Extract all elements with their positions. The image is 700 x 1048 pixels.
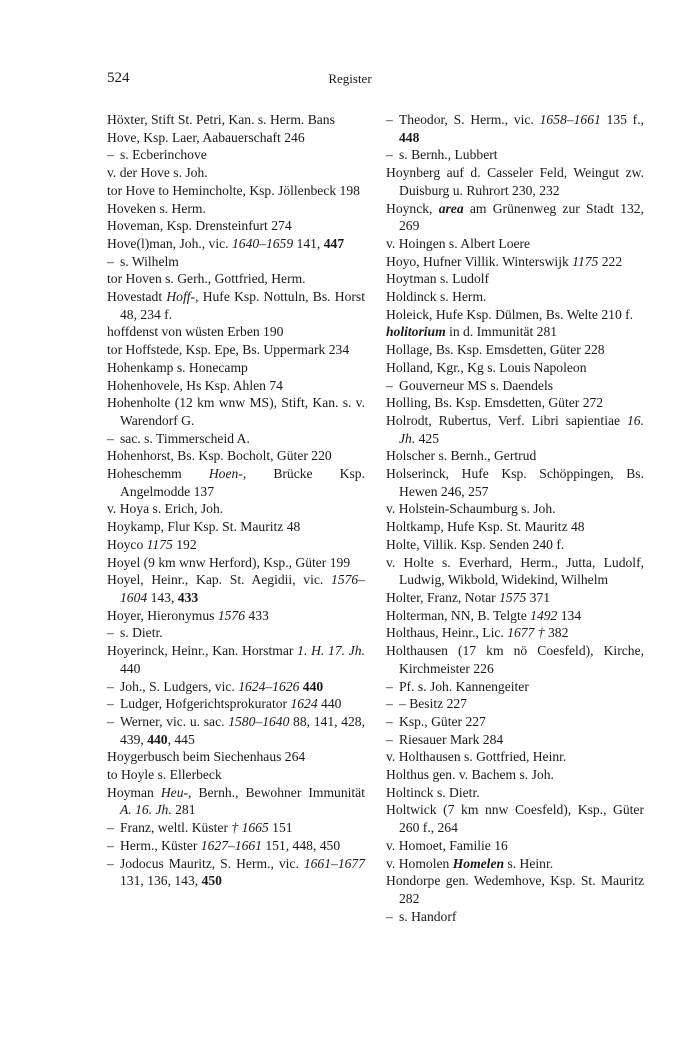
entry-text: Hohenholte (12 km wnw MS), Stift, Kan. s. v. Warendorf G. <box>107 395 365 428</box>
entry-text: sac. s. Timmerscheid A. <box>120 430 250 446</box>
entry-text: 1492 <box>530 607 558 623</box>
entry-text: Riesauer Mark 284 <box>399 731 504 747</box>
entry-text: v. der Hove s. Joh. <box>107 165 208 181</box>
entry-text: 448 <box>399 129 420 145</box>
entry-text: Hoytman s. Ludolf <box>386 271 490 287</box>
index-entry <box>107 624 365 642</box>
entry-text: v. Homoet, Familie 16 <box>386 837 508 853</box>
continuation-dash: – <box>107 855 114 871</box>
entry-text: Homelen <box>452 855 505 871</box>
index-entry <box>107 341 365 359</box>
index-entry <box>107 607 365 625</box>
entry-text: 450 <box>201 873 222 889</box>
index-entry <box>107 323 365 341</box>
index-entry <box>107 642 365 677</box>
continuation-dash: – <box>386 713 393 729</box>
index-entry <box>107 518 365 536</box>
index-entry <box>386 607 644 625</box>
entry-text: 281 <box>171 802 196 818</box>
index-entry <box>107 253 365 271</box>
index-column-right <box>386 111 644 925</box>
entry-text: Hoyerinck, Heinr., Kan. Horstmar <box>107 643 298 659</box>
index-entry <box>107 394 365 429</box>
entry-text: 1580–1640 <box>228 713 290 729</box>
index-entry <box>107 182 365 200</box>
entry-text: , Brücke Ksp. Angelmodde 137 <box>120 466 365 499</box>
index-entry <box>386 288 644 306</box>
entry-text: Theodor, S. Herm., vic. <box>399 112 540 127</box>
entry-text: Hove(l)man, Joh., vic. <box>107 235 232 251</box>
entry-text: Hoveken s. Herm. <box>107 200 206 216</box>
index-entry <box>386 872 644 907</box>
entry-text: Hoveman, Ksp. Drensteinfurt 274 <box>107 218 292 234</box>
entry-text: 433 <box>177 589 199 605</box>
entry-text: s. Wilhelm <box>120 253 179 269</box>
entry-text: Holtkamp, Hufe Ksp. St. Mauritz 48 <box>386 519 585 535</box>
continuation-dash: – <box>386 908 393 924</box>
entry-text: 134 <box>557 607 582 623</box>
index-entry <box>386 678 644 696</box>
index-entry <box>107 678 365 696</box>
continuation-dash: – <box>107 820 114 836</box>
entry-text: Holthausen (17 km nö Coesfeld), Kirche, Kirchmeister 226 <box>386 643 644 676</box>
index-entry <box>107 430 365 448</box>
entry-text: Hovestadt <box>107 289 167 305</box>
index-entry <box>386 412 644 447</box>
index-entry <box>386 111 644 146</box>
index-entry <box>107 200 365 218</box>
index-entry <box>386 394 644 412</box>
entry-text: Holter, Franz, Notar <box>386 589 500 605</box>
entry-text: 433 <box>245 607 269 623</box>
index-entry <box>107 111 365 129</box>
entry-text: Holeick, Hufe Ksp. Dülmen, Bs. Welte 210 f. <box>386 306 634 322</box>
index-entry <box>386 377 644 395</box>
index-entry <box>386 270 644 288</box>
entry-text: Hohenkamp s. Honecamp <box>107 359 248 375</box>
continuation-dash: – <box>386 377 393 393</box>
index-entry <box>107 695 365 713</box>
continuation-dash: – <box>107 837 114 853</box>
entry-text: Hoynberg auf d. Casseler Feld, Weingut zw. Duisburg u. Ruhrort 230, 232 <box>386 165 644 198</box>
continuation-dash: – <box>107 713 114 729</box>
entry-text: Holte, Villik. Ksp. Senden 240 f. <box>386 536 565 552</box>
entry-text: – Besitz 227 <box>399 696 467 712</box>
entry-text: 151, 448, 450 <box>261 837 341 853</box>
entry-text: in d. Immunität 281 <box>445 324 558 340</box>
entry-text: Holthus gen. v. Bachem s. Joh. <box>386 767 554 783</box>
entry-text: v. Homolen <box>386 855 453 871</box>
entry-text: 88, 141, 428, 439, <box>120 713 365 747</box>
entry-text: Hoyman <box>107 784 161 800</box>
index-entry <box>386 164 644 199</box>
entry-text: 222 <box>598 253 623 269</box>
index-entry <box>107 855 365 890</box>
continuation-dash: – <box>386 678 393 694</box>
index-entry <box>107 766 365 784</box>
index-entry <box>107 819 365 837</box>
index-entry <box>107 713 365 748</box>
entry-text: 1175 <box>572 253 599 269</box>
running-head: Register <box>328 71 372 86</box>
page-number: 524 <box>107 70 130 86</box>
entry-text: Hohenhovele, Hs Ksp. Ahlen 74 <box>107 377 283 393</box>
index-entry <box>386 713 644 731</box>
entry-text: Holscher s. Bernh., Gertrud <box>386 448 537 464</box>
entry-text: 1677 † <box>507 625 545 641</box>
index-entry <box>386 500 644 518</box>
index-entry <box>386 465 644 500</box>
index-entry <box>107 359 365 377</box>
entry-text: 1627–1661 <box>200 837 262 853</box>
entry-text: Hoheschemm <box>107 466 209 482</box>
entry-text: 440 <box>120 660 141 676</box>
entry-text: 1576 <box>217 607 246 623</box>
entry-text: 141, <box>293 235 324 251</box>
entry-text: Hoynck, <box>386 200 439 216</box>
entry-text: v. Hoya s. Erich, Joh. <box>107 501 224 517</box>
entry-text: v. Holthausen s. Gottfried, Heinr. <box>386 749 567 765</box>
entry-text: Holling, Bs. Ksp. Emsdetten, Güter 272 <box>386 395 604 411</box>
index-entry <box>107 571 365 606</box>
entry-text: A. 16. Jh. <box>120 802 172 818</box>
index-entry <box>386 766 644 784</box>
entry-text: 1175 <box>146 536 173 552</box>
index-entry <box>107 447 365 465</box>
entry-text: Jodocus Mauritz, S. Herm., vic. <box>120 855 304 871</box>
index-entry <box>107 500 365 518</box>
index-entry <box>107 235 365 253</box>
continuation-dash: – <box>107 696 114 712</box>
continuation-dash: – <box>107 253 114 269</box>
index-entry <box>107 270 365 288</box>
entry-text: am Grünenweg zur Stadt 132, 269 <box>399 200 645 234</box>
entry-text: 192 <box>172 536 197 552</box>
index-entry <box>107 129 365 147</box>
index-column-left <box>107 111 365 890</box>
index-entry <box>386 801 644 836</box>
entry-text: 382 <box>544 625 569 641</box>
entry-text: Hoygerbusch beim Siechenhaus 264 <box>107 749 306 765</box>
index-entry <box>386 731 644 749</box>
entry-text: 16. Jh. <box>399 412 644 446</box>
entry-text: 1576–1604 <box>120 572 365 605</box>
entry-text: Hoyer, Hieronymus <box>107 607 218 623</box>
entry-text: v. Holstein-Schaumburg s. Joh. <box>386 501 556 517</box>
entry-text: 447 <box>323 235 345 251</box>
index-entry <box>386 784 644 802</box>
continuation-dash: – <box>386 147 393 163</box>
index-entry <box>107 554 365 572</box>
entry-text: tor Hoffstede, Ksp. Epe, Bs. Uppermark 234 <box>107 342 350 358</box>
entry-text: Höxter, Stift St. Petri, Kan. s. Herm. Bans <box>107 112 335 127</box>
index-entry <box>386 589 644 607</box>
index-entry <box>107 217 365 235</box>
index-entry <box>107 377 365 395</box>
index-entry <box>386 447 644 465</box>
continuation-dash: – <box>386 112 393 127</box>
entry-text: to Hoyle s. Ellerbeck <box>107 767 222 783</box>
entry-text: Hoyco <box>107 536 147 552</box>
entry-text: † 1665 <box>231 820 269 836</box>
entry-text: Holland, Kgr., Kg s. Louis Napoleon <box>386 359 587 375</box>
entry-text: v. Hoingen s. Albert Loere <box>386 235 531 251</box>
entry-text: 1. H. 17. Jh. <box>297 643 365 659</box>
entry-text: Holserinck, Hufe Ksp. Schöppingen, Bs. Hewen 246, 257 <box>386 466 644 499</box>
entry-text: Gouverneur MS s. Daendels <box>399 377 554 393</box>
entry-text: 1658–1661 <box>539 112 601 127</box>
entry-text: 440 <box>302 678 324 694</box>
index-entry <box>386 536 644 554</box>
continuation-dash: – <box>107 678 114 694</box>
entry-text: 440 <box>317 696 342 712</box>
entry-text: Hoyel (9 km wnw Herford), Ksp., Güter 199 <box>107 554 351 570</box>
index-entry <box>107 837 365 855</box>
entry-text: Ksp., Güter 227 <box>399 713 486 729</box>
index-entry <box>386 253 644 271</box>
index-entry <box>386 642 644 677</box>
index-entry <box>107 288 365 323</box>
entry-text: Joh., S. Ludgers, vic. <box>120 678 239 694</box>
entry-text: v. Holte s. Everhard, Herm., Jutta, Ludolf, Ludwig, Wikbold, Widekind, Wilhelm <box>386 554 644 588</box>
entry-text: 371 <box>526 589 551 605</box>
entry-text: s. Handorf <box>399 908 457 924</box>
entry-text: 1640–1659 <box>231 235 294 251</box>
entry-text: Hove, Ksp. Laer, Aabauerschaft 246 <box>107 129 305 145</box>
entry-text: Holthaus, Heinr., Lic. <box>386 625 508 641</box>
index-entry <box>386 146 644 164</box>
index-entry <box>386 200 644 235</box>
entry-text: Hohenhorst, Bs. Ksp. Bocholt, Güter 220 <box>107 448 332 464</box>
entry-text: Holdinck s. Herm. <box>386 289 487 305</box>
index-entry <box>107 164 365 182</box>
continuation-dash: – <box>107 430 114 446</box>
entry-text: 1624 <box>290 696 318 712</box>
entry-text: tor Hoven s. Gerh., Gottfried, Herm. <box>107 271 306 287</box>
entry-text: Pf. s. Joh. Kannengeiter <box>399 678 529 694</box>
entry-text: tor Hove to Hemincholte, Ksp. Jöllenbeck 198 <box>107 182 360 198</box>
entry-text: Werner, vic. u. sac. <box>120 713 229 729</box>
entry-text: Franz, weltl. Küster <box>120 820 232 836</box>
index-entry <box>386 695 644 713</box>
entry-text: Hondorpe gen. Wedemhove, Ksp. St. Mauritz 282 <box>386 873 644 906</box>
entry-text: Hoen- <box>208 466 243 482</box>
entry-text: s. Dietr. <box>120 625 163 641</box>
entry-text: Ludger, Hofgerichtsprokurator <box>120 696 291 712</box>
entry-text: 425 <box>415 430 440 446</box>
entry-text: Hoyo, Hufner Villik. Winterswijk <box>386 253 573 269</box>
index-entry <box>386 306 644 324</box>
index-entry <box>107 465 365 500</box>
entry-text: Holterman, NN, B. Telgte <box>386 607 531 623</box>
entry-text: 1624–1626 <box>238 678 300 694</box>
entry-text: Hollage, Bs. Ksp. Emsdetten, Güter 228 <box>386 342 605 358</box>
entry-text: , 445 <box>167 731 195 747</box>
entry-text: 131, 136, 143, <box>120 873 202 889</box>
index-entry <box>107 536 365 554</box>
continuation-dash: – <box>386 731 393 747</box>
index-entry <box>386 837 644 855</box>
entry-text: hoffdenst von wüsten Erben 190 <box>107 324 284 340</box>
entry-text: 1575 <box>499 589 527 605</box>
entry-text: , Bernh., Bewohner Immunität <box>188 784 365 800</box>
entry-text: Holrodt, Rubertus, Verf. Libri sapientiae <box>386 412 627 428</box>
index-entry <box>386 323 644 341</box>
entry-text: 151 <box>268 820 293 836</box>
entry-text: area <box>438 200 464 216</box>
entry-text: Hoff- <box>166 289 196 305</box>
entry-text: Holtwick (7 km nnw Coesfeld), Ksp., Güter 260 f., 264 <box>386 802 644 836</box>
index-entry <box>386 341 644 359</box>
continuation-dash: – <box>107 147 114 163</box>
index-entry <box>386 855 644 873</box>
entry-text: s. Heinr. <box>504 855 554 871</box>
entry-text: 143, <box>147 589 178 605</box>
index-entry <box>386 624 644 642</box>
index-entry <box>386 554 644 589</box>
entry-text: Hoyel, Heinr., Kap. St. Aegidii, vic. <box>107 572 332 588</box>
entry-text: Hoykamp, Flur Ksp. St. Mauritz 48 <box>107 519 301 535</box>
entry-text: 1661–1677 <box>303 855 365 871</box>
entry-text: 440 <box>147 731 168 747</box>
index-entry <box>386 235 644 253</box>
index-entry <box>107 146 365 164</box>
entry-text: , Hufe Ksp. Nottuln, Bs. Horst 48, 234 f. <box>120 289 365 322</box>
continuation-dash: – <box>107 625 114 641</box>
entry-text: 135 f., <box>600 112 644 127</box>
entry-text: Herm., Küster <box>120 837 201 853</box>
index-entry <box>386 748 644 766</box>
entry-text: holitorium <box>386 324 446 340</box>
entry-text: s. Bernh., Lubbert <box>399 147 498 163</box>
index-entry <box>386 518 644 536</box>
entry-text: Holtinck s. Dietr. <box>386 784 480 800</box>
entry-text: Heu- <box>160 784 189 800</box>
index-entry <box>386 908 644 926</box>
index-entry <box>386 359 644 377</box>
index-entry <box>107 784 365 819</box>
entry-text: s. Ecberinchove <box>120 147 207 163</box>
continuation-dash: – <box>386 696 393 712</box>
index-entry <box>107 748 365 766</box>
